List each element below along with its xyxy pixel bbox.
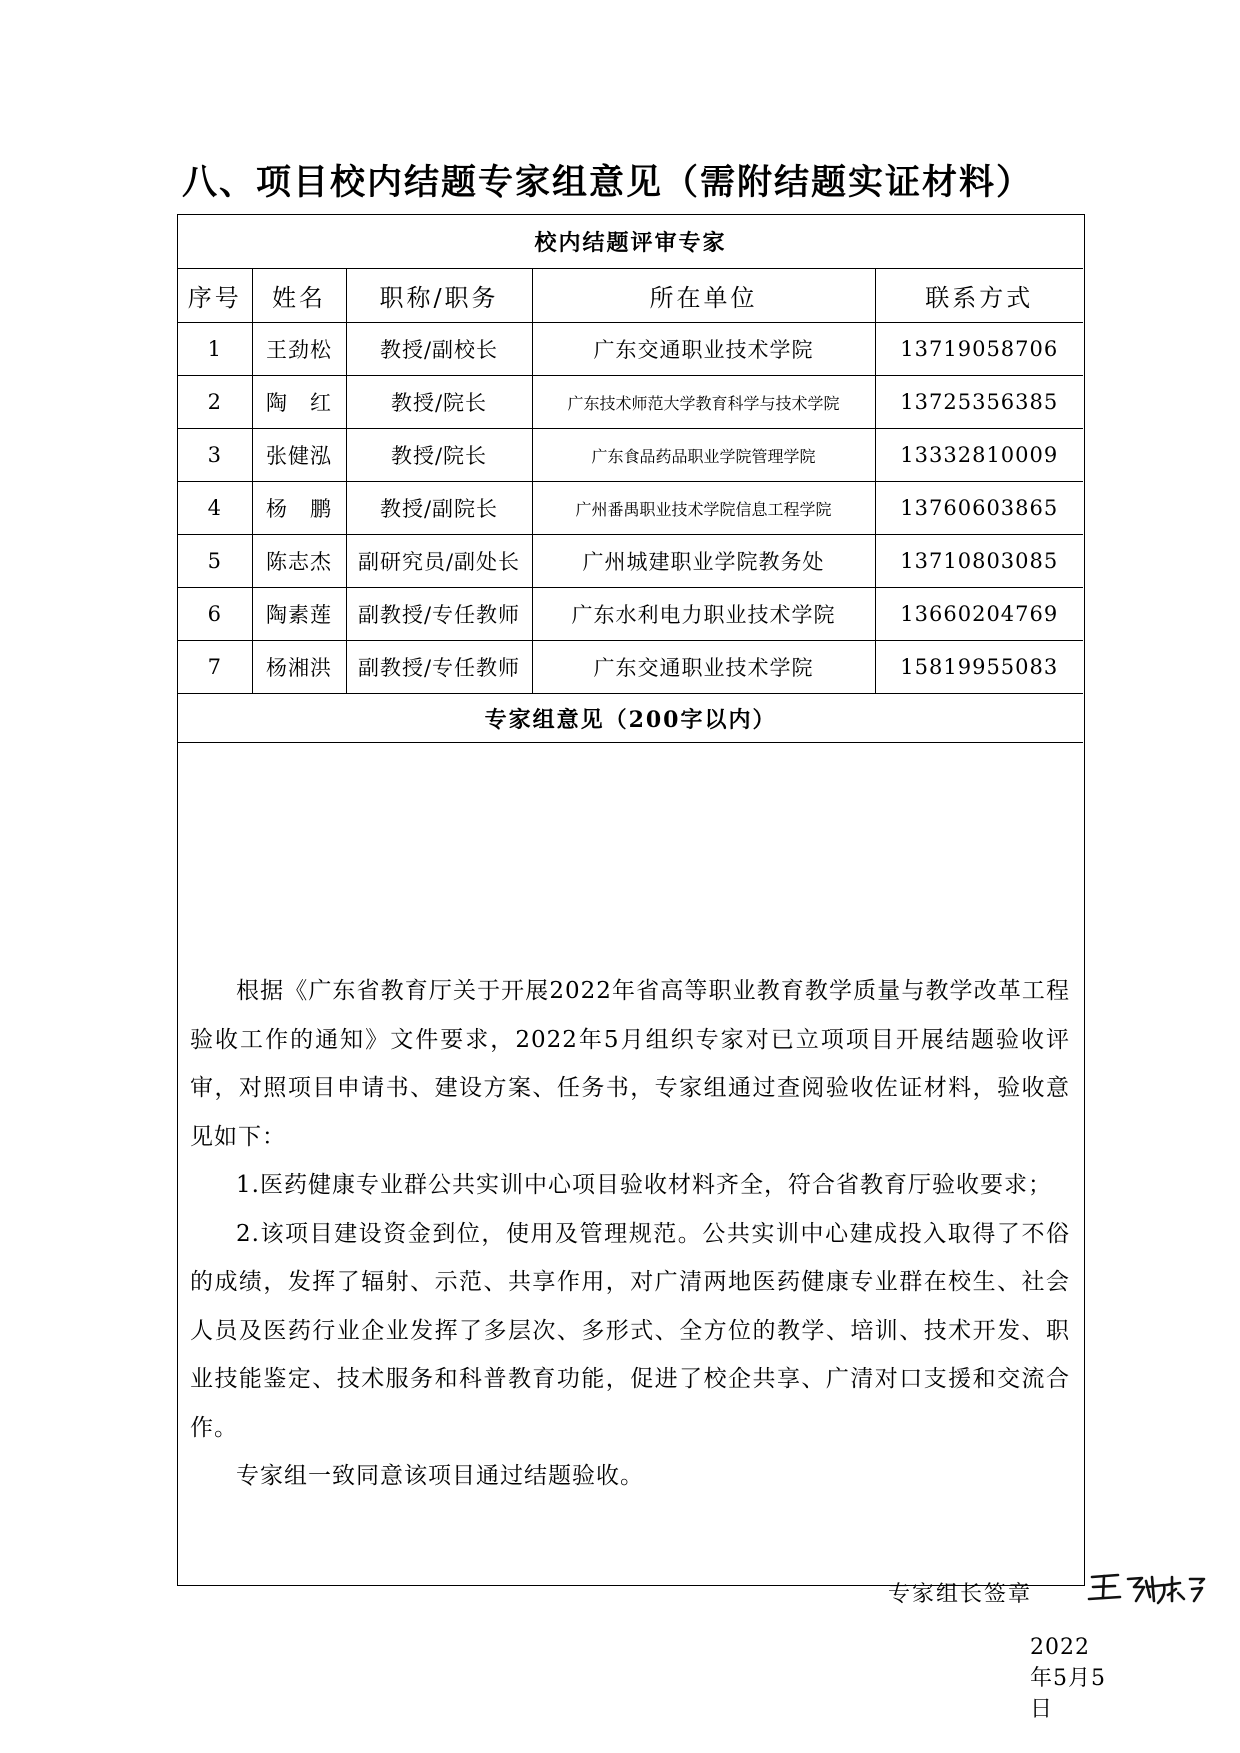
table-row xyxy=(178,429,1083,482)
section-title: 八、项目校内结题专家组意见（需附结题实证材料） xyxy=(182,162,1034,203)
cell-index: 6 xyxy=(178,588,252,641)
header-name: 姓名 xyxy=(252,269,346,323)
opinion-paragraph: 1.医药健康专业群公共实训中心项目验收材料齐全，符合省教育厅验收要求； xyxy=(236,1172,1052,1198)
header-title: 职称/职务 xyxy=(346,269,532,323)
cell-index: 7 xyxy=(178,641,252,694)
cell-phone: 13660204769 xyxy=(875,588,1083,641)
table-title-row xyxy=(178,215,1083,269)
review-form xyxy=(177,214,1114,1722)
cell-phone: 13710803085 xyxy=(875,535,1083,588)
cell-title: 副教授/专任教师 xyxy=(346,641,532,694)
opinion-title-row xyxy=(178,694,1083,743)
cell-name: 陶素莲 xyxy=(252,588,346,641)
cell-phone: 15819955083 xyxy=(875,641,1083,694)
cell-index: 5 xyxy=(178,535,252,588)
header-contact: 联系方式 xyxy=(875,269,1083,323)
cell-index: 4 xyxy=(178,482,252,535)
cell-index: 2 xyxy=(178,376,252,429)
cell-name: 王劲松 xyxy=(252,323,346,376)
opinion-title: 专家组意见（200字以内） xyxy=(178,694,1083,743)
cell-phone: 13719058706 xyxy=(875,323,1083,376)
opinion-paragraph: 专家组一致同意该项目通过结题验收。 xyxy=(236,1463,644,1489)
table-row xyxy=(178,376,1083,429)
cell-index: 3 xyxy=(178,429,252,482)
cell-name: 杨湘洪 xyxy=(252,641,346,694)
table-header-row xyxy=(178,269,1083,323)
expert-table xyxy=(178,215,1083,743)
cell-unit: 广东技术师范大学教育科学与技术学院 xyxy=(532,376,875,429)
cell-name: 陶 红 xyxy=(252,376,346,429)
cell-unit: 广州城建职业学院教务处 xyxy=(532,535,875,588)
cell-title: 教授/院长 xyxy=(346,376,532,429)
cell-name: 陈志杰 xyxy=(252,535,346,588)
opinion-paragraph: 根据《广东省教育厅关于开展2022年省高等职业教育教学质量与教学改革工程验收工作的通知》文件要求，2022年5月组织专家对已立项项目开展结题验收评审，对照项目申请书、建设方案、任务书，专家组通过查阅验收佐证材料，验收意见如下： xyxy=(190,978,1070,1150)
cell-phone: 13725356385 xyxy=(875,376,1083,429)
cell-title: 副研究员/副处长 xyxy=(346,535,532,588)
cell-title: 副教授/专任教师 xyxy=(346,588,532,641)
cell-index: 1 xyxy=(178,323,252,376)
cell-unit: 广东水利电力职业技术学院 xyxy=(532,588,875,641)
cell-title: 教授/院长 xyxy=(346,429,532,482)
cell-unit: 广东交通职业技术学院 xyxy=(532,641,875,694)
cell-name: 张健泓 xyxy=(252,429,346,482)
opinion-text xyxy=(190,967,1070,1501)
table-row xyxy=(178,535,1083,588)
signature-date: 2022 年5月5日 xyxy=(1030,1635,1114,1722)
header-index: 序号 xyxy=(178,269,252,323)
cell-unit: 广东食品药品职业学院管理学院 xyxy=(532,429,875,482)
table-row xyxy=(178,482,1083,535)
cell-phone: 13332810009 xyxy=(875,429,1083,482)
header-unit: 所在单位 xyxy=(532,269,875,323)
cell-phone: 13760603865 xyxy=(875,482,1083,535)
handwritten-signature xyxy=(1084,1567,1214,1607)
table-row xyxy=(178,641,1083,694)
cell-title: 教授/副院长 xyxy=(346,482,532,535)
cell-unit: 广东交通职业技术学院 xyxy=(532,323,875,376)
signature-label: 专家组长签章 xyxy=(888,1582,1033,1607)
table-title: 校内结题评审专家 xyxy=(178,215,1083,269)
cell-title: 教授/副校长 xyxy=(346,323,532,376)
cell-unit: 广州番禺职业技术学院信息工程学院 xyxy=(532,482,875,535)
table-row xyxy=(178,323,1083,376)
opinion-paragraph: 2.该项目建设资金到位，使用及管理规范。公共实训中心建成投入取得了不俗的成绩，发挥了辐射、示范、共享作用，对广清两地医药健康专业群在校生、社会人员及医药行业企业发挥了多层次、多形式、全方位的教学、培训、技术开发、职业技能鉴定、技术服务和科普教育功能，促进了校企共享、广清对口支援和交流合作。 xyxy=(190,1220,1070,1441)
table-row xyxy=(178,588,1083,641)
cell-name: 杨 鹏 xyxy=(252,482,346,535)
